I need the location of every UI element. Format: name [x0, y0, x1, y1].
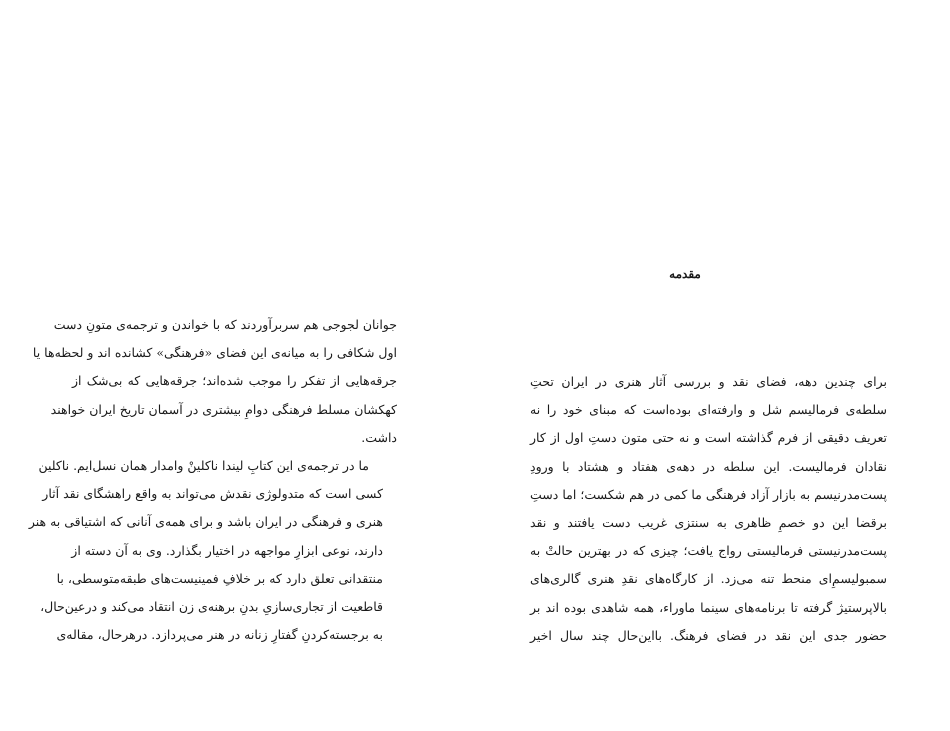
- text-line: کهکشان مسلط فرهنگی دوامِ بیشتری در آسمان تاریخ ایران خواهند: [50, 401, 397, 417]
- right-page: [475, 0, 950, 731]
- text-line: منتقدانی تعلق دارد که بر خلافِ فمینیست‌های طبقه‌متوسطی، با: [56, 570, 383, 586]
- text-line: جوانان لجوجی هم سربرآوردند که با خواندن و ترجمه‌ی متونِ دست: [53, 317, 397, 332]
- text-line: قاطعیت از تجاری‌سازیِ بدنِ برهنه‌ی زن انتقاد می‌کند و درعین‌حال،: [40, 599, 383, 615]
- text-line: سلطه‌ی فرمالیسم شل و وارفته‌ای بوده‌است که مبنای خود را نه: [530, 402, 887, 418]
- left-page-text: [28, 311, 397, 649]
- text-line: ما در ترجمه‌ی این کتابِ لیندا ناکلینْ وامدار همان نسل‌ایم. ناکلین: [38, 458, 369, 474]
- right-page-text: [530, 368, 887, 650]
- chapter-title: مقدمه: [669, 267, 701, 281]
- text-line: نقادان فرمالیست. این سلطه در دهه‌ی هفتاد و هشتاد با ورودِ: [530, 458, 887, 474]
- text-line: داشت.: [361, 429, 397, 445]
- text-line: برقضا این دو خصمِ ظاهری به سنتزی غریب دست یافتند و نقد: [530, 515, 887, 531]
- paragraph: [32, 311, 397, 452]
- text-line: تعریف دقیقی از فرم گذاشته است و نه حتی متون دستِ اول از کار: [530, 430, 887, 446]
- text-line: کسی است که متدولوژی نقدش می‌تواند به واقع راهشگای نقد آثار: [42, 486, 383, 502]
- text-line: پست‌مدرنیسم به بازار آزاد فرهنگی ما کمی در هم شکست؛ اما دستِ: [530, 486, 887, 502]
- paragraph: [28, 452, 397, 649]
- text-line: جرقه‌هایی از تفکر را موجب شده‌اند؛ جرقه‌هایی که بی‌شک از: [72, 373, 397, 389]
- text-line: حضور جدی این نقد در فضای فرهنگ. بااین‌حال چند سال اخیر: [530, 627, 887, 643]
- text-line: سمبولیسمِ‌ای منحط تنه می‌زد. از کارگاه‌های نقدِ هنری گالری‌های: [530, 571, 887, 587]
- text-line: هنری و فرهنگی در ایران باشد و برای همه‌ی آنانی که اشتیاقی به هنر: [28, 514, 383, 530]
- text-line: به برجسته‌کردنِ گفتارِ زنانه در هنر می‌پردازد. درهرحال، مقاله‌ی: [56, 627, 383, 643]
- text-line: بالاپرستیژ گرفته تا برنامه‌های سینما ماوراء، همه شاهدی بوده اند بر: [530, 599, 887, 615]
- paragraph: [530, 368, 887, 650]
- text-line: پست‌مدرنیستی فرمالیستی رواج یافت؛ چیزی که در بهترین حالتْ به: [530, 543, 887, 559]
- text-line: دارند، نوعی ابزارِ مواجهه در اختیار بگذارد. وی به آن دسته از: [71, 542, 383, 558]
- text-line: برای چندین دهه، فضای نقد و بررسی آثار هنری در ایران تحتِ: [530, 374, 887, 389]
- text-line: اول شکافی را به میانه‌ی این فضای «فرهنگی» کشانده اند و لحظه‌ها یا: [32, 345, 397, 361]
